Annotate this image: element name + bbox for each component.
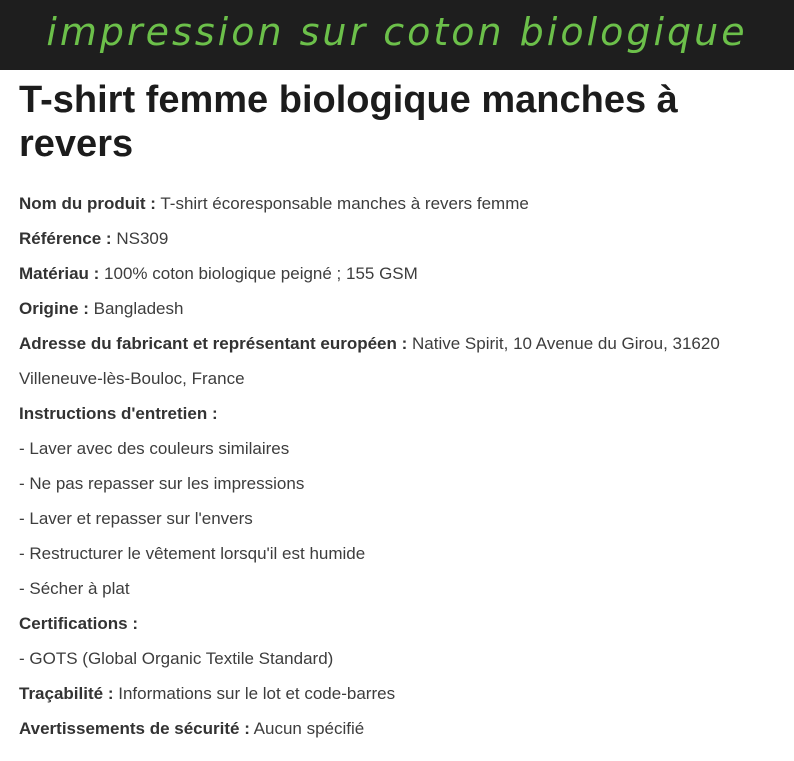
certification-item: - GOTS (Global Organic Textile Standard) <box>19 649 334 668</box>
detail-value: 100% coton biologique peigné ; 155 GSM <box>104 264 418 283</box>
detail-label: Adresse du fabricant et représentant européen : <box>19 334 408 353</box>
detail-product-name <box>19 186 784 221</box>
detail-reference <box>19 221 784 256</box>
care-item: - Restructurer le vêtement lorsqu'il est humide <box>19 544 366 563</box>
detail-origin <box>19 291 784 326</box>
care-item: - Laver et repasser sur l'envers <box>19 509 253 528</box>
detail-label: Matériau : <box>19 264 100 283</box>
detail-traceability <box>19 676 784 711</box>
detail-value: Bangladesh <box>93 299 184 318</box>
banner-tagline: impression sur coton biologique <box>46 10 748 54</box>
detail-certifications-heading <box>19 606 784 641</box>
detail-value: Aucun spécifié <box>253 719 365 738</box>
detail-care-heading <box>19 396 784 431</box>
detail-label: Traçabilité : <box>19 684 114 703</box>
detail-label: Certifications : <box>19 614 139 633</box>
detail-label: Nom du produit : <box>19 194 156 213</box>
detail-safety-warnings <box>19 711 784 746</box>
detail-value: Native Spirit, 10 Avenue du Girou, 31620 Villeneuve-lès-Bouloc, France <box>19 334 720 388</box>
detail-label: Origine : <box>19 299 89 318</box>
detail-label: Avertissements de sécurité : <box>19 719 250 738</box>
care-item: - Sécher à plat <box>19 579 130 598</box>
product-details <box>19 186 784 746</box>
care-item: - Ne pas repasser sur les impressions <box>19 474 305 493</box>
detail-value: T-shirt écoresponsable manches à revers femme <box>160 194 529 213</box>
top-banner <box>0 0 794 70</box>
product-title: T-shirt femme biologique manches à revers <box>19 79 678 165</box>
detail-label: Instructions d'entretien : <box>19 404 218 423</box>
care-item: - Laver avec des couleurs similaires <box>19 439 290 458</box>
detail-value: Informations sur le lot et code-barres <box>118 684 396 703</box>
detail-label: Référence : <box>19 229 112 248</box>
detail-manufacturer-address <box>19 326 784 396</box>
detail-value: NS309 <box>116 229 169 248</box>
detail-material <box>19 256 784 291</box>
